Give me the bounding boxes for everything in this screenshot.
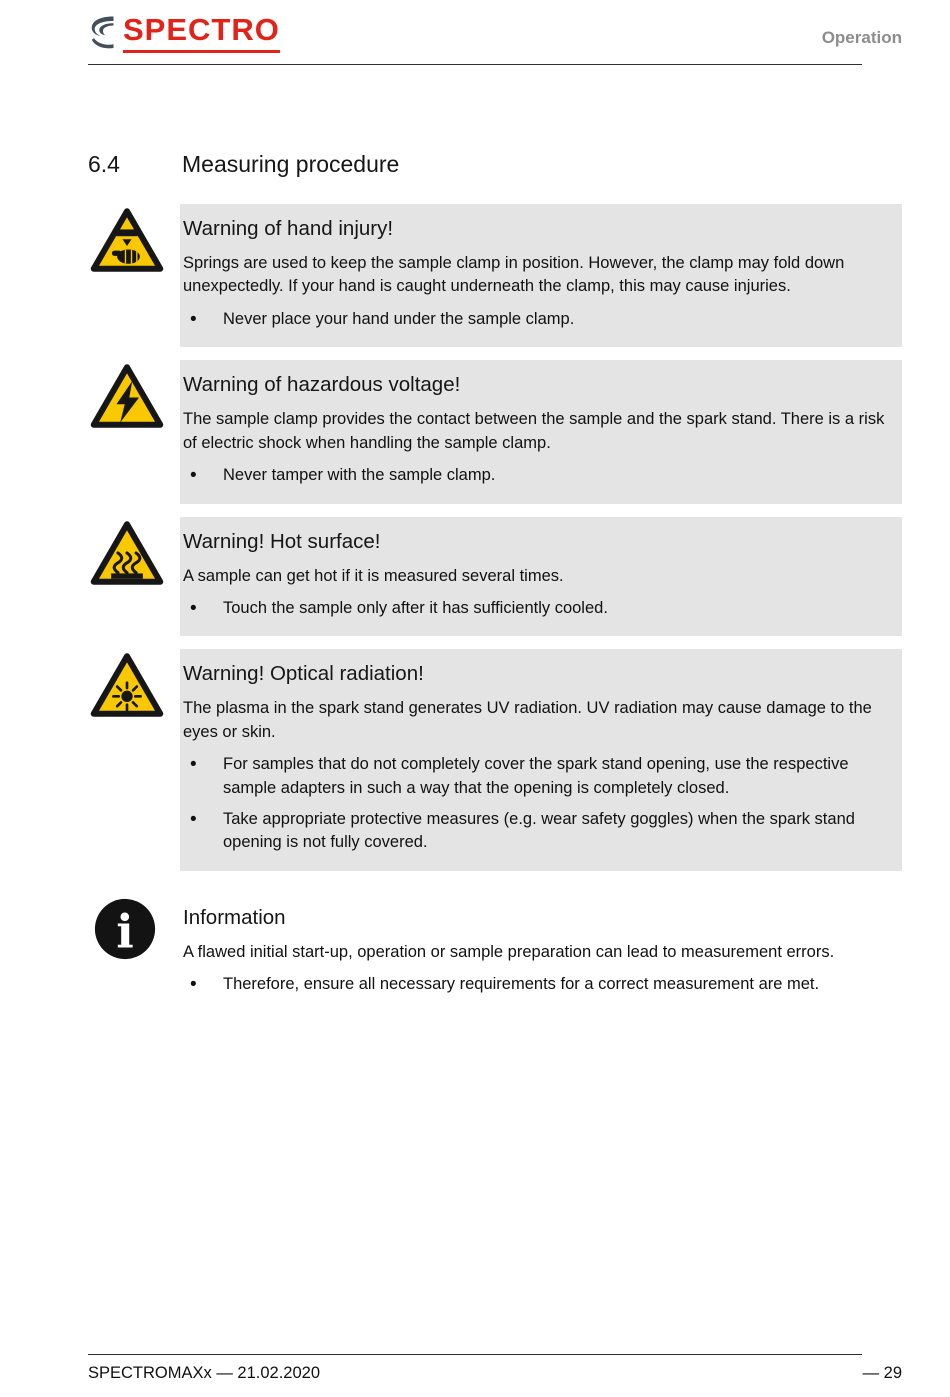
notice-title: Warning! Optical radiation! [183,662,424,686]
notice-hot-surface [88,517,902,637]
section-heading [88,151,902,178]
bullet-list [183,973,890,996]
notice-title: Information [183,905,286,929]
spectro-logo-mark [88,10,118,56]
hazardous-voltage-warning-icon [88,362,166,430]
notice-box [180,204,902,347]
notice-icon-column [88,649,180,871]
svg-text:i: i [116,904,134,959]
footer-row [88,1355,902,1383]
notice-icon-column [88,517,180,637]
notice-body: A sample can get hot if it is measured several times. [183,566,564,585]
header-rule [88,64,862,65]
bullet-list [183,597,890,620]
bullet-item: • For samples that do not completely cover the spark stand opening, use the respective sample adapters in such a way that the opening is completely closed. [183,753,890,800]
notice-body: A flawed initial start-up, operation or sample preparation can lead to measurement errors. [183,942,835,961]
header-chapter-label: Operation [821,28,902,47]
notice-body: The plasma in the spark stand generates UV radiation. UV radiation may cause damage to the eyes or skin. [183,699,872,741]
notice-box [180,649,902,871]
notice-box [180,893,902,1013]
page-header [88,10,902,56]
notice-icon-column [88,360,180,503]
notice-title: Warning of hand injury! [183,217,394,240]
page-footer [88,1354,902,1383]
bullet-list [183,464,890,487]
bullet-item: • Touch the sample only after it has sufficiently cooled. [183,597,890,620]
bullet-list [183,308,890,331]
bullet-item: • Therefore, ensure all necessary requirements for a correct measurement are met. [183,973,890,996]
spectro-logo-text: SPECTRO [123,12,280,47]
notice-body: The sample clamp provides the contact between the sample and the spark stand. There is a risk of electric shock when handling the sample clamp. [183,410,885,452]
bullet-item: • Take appropriate protective measures (e.g. wear safety goggles) when the spark stand opening is not fully covered. [183,808,890,855]
hand-injury-warning-icon [88,206,166,274]
notice-optical-radiation [88,649,902,871]
section-number: 6.4 [88,151,120,177]
notice-icon-column [88,204,180,347]
notice-information [88,893,902,1013]
information-icon [93,897,157,961]
spectro-logo-underline [123,50,280,53]
bullet-item: • Never tamper with the sample clamp. [183,464,890,487]
hot-surface-warning-icon [88,519,166,587]
footer-document-id: SPECTROMAXx — 21.02.2020 [88,1364,321,1382]
notice-hazardous-voltage [88,360,902,503]
notice-icon-column [88,893,180,1013]
notice-box [180,360,902,503]
notice-title: Warning of hazardous voltage! [183,373,461,397]
spectro-logo-text-block [123,14,280,53]
notice-hand-injury [88,204,902,347]
bullet-list [183,753,890,855]
notice-title: Warning! Hot surface! [183,529,381,553]
notice-body: Springs are used to keep the sample clamp in position. However, the clamp may fold down unexpectedly. If your hand is caught underneath the clamp, this may cause injuries. [183,254,845,296]
spectro-logo [88,10,280,56]
optical-radiation-warning-icon [88,651,166,719]
section-title: Measuring procedure [182,151,400,177]
footer-page-number: — 29 [862,1364,902,1382]
bullet-item: • Never place your hand under the sample clamp. [183,308,890,331]
notice-box [180,517,902,637]
